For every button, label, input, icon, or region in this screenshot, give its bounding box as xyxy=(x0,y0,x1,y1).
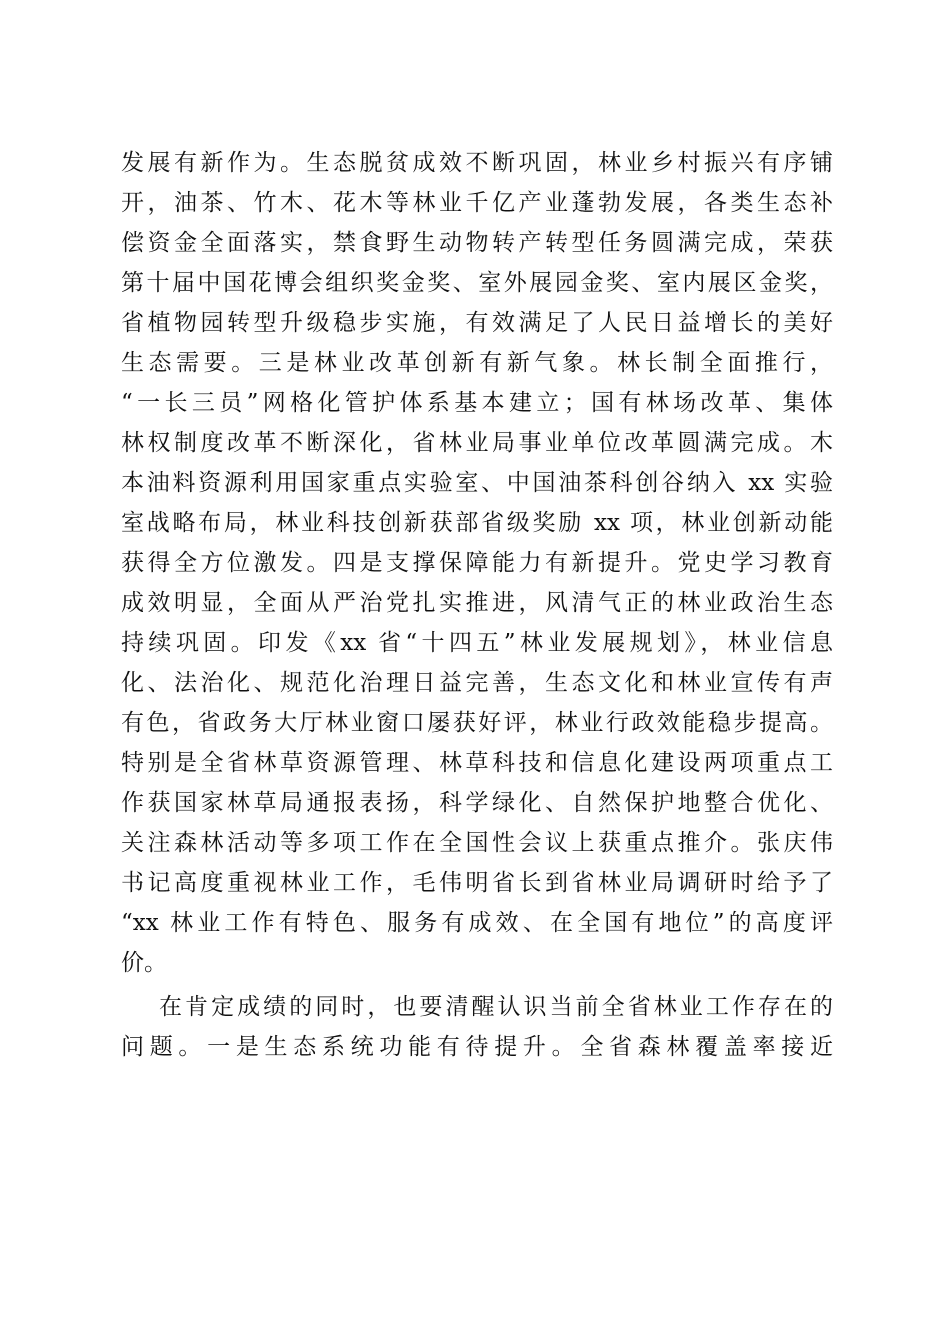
text-line: 获得全方位激发。四是支撑保障能力有新提升。党史学习教育 xyxy=(121,550,833,576)
text-line: 发展有新作为。生态脱贫成效不断巩固，林业乡村振兴有序铺 xyxy=(121,150,833,176)
text-line: 成效明显，全面从严治党扎实推进，风清气正的林业政治生态 xyxy=(121,590,833,616)
text-line: 在肯定成绩的同时，也要清醒认识当前全省林业工作存在的 xyxy=(159,994,833,1020)
text-line: 偿资金全面落实，禁食野生动物转产转型任务圆满完成，荣获 xyxy=(121,230,833,256)
text-line: 关注森林活动等多项工作在全国性会议上获重点推介。张庆伟 xyxy=(121,830,833,856)
text-line: 书记高度重视林业工作，毛伟明省长到省林业局调研时给予了 xyxy=(121,870,833,896)
text-line: 省植物园转型升级稳步实施，有效满足了人民日益增长的美好 xyxy=(121,310,833,336)
text-line: 开，油茶、竹木、花木等林业千亿产业蓬勃发展，各类生态补 xyxy=(121,190,833,216)
paragraph-2 xyxy=(121,987,833,1067)
text-line: 价。 xyxy=(121,950,167,976)
text-line: “xx 林业工作有特色、服务有成效、在全国有地位”的高度评 xyxy=(121,910,833,936)
text-line: 室战略布局，林业科技创新获部省级奖励 xx 项，林业创新动能 xyxy=(121,510,833,536)
text-line: 特别是全省林草资源管理、林草科技和信息化建设两项重点工 xyxy=(121,750,833,776)
text-line: 持续巩固。印发《xx 省“十四五”林业发展规划》，林业信息 xyxy=(121,630,833,656)
body-text xyxy=(121,143,833,1067)
text-line: 第十届中国花博会组织奖金奖、室外展园金奖、室内展区金奖， xyxy=(121,270,833,296)
text-line: 生态需要。三是林业改革创新有新气象。林长制全面推行， xyxy=(121,350,833,376)
text-line: “一长三员”网格化管护体系基本建立；国有林场改革、集体 xyxy=(121,390,833,416)
text-line: 问题。一是生态系统功能有待提升。全省森林覆盖率接近 xyxy=(121,1034,833,1060)
paragraph-1 xyxy=(121,143,833,983)
text-line: 化、法治化、规范化治理日益完善，生态文化和林业宣传有声 xyxy=(121,670,833,696)
text-line: 有色，省政务大厅林业窗口屡获好评，林业行政效能稳步提高。 xyxy=(121,710,833,736)
text-line: 作获国家林草局通报表扬，科学绿化、自然保护地整合优化、 xyxy=(121,790,833,816)
text-line: 本油料资源利用国家重点实验室、中国油茶科创谷纳入 xx 实验 xyxy=(121,470,833,496)
text-line: 林权制度改革不断深化，省林业局事业单位改革圆满完成。木 xyxy=(121,430,833,456)
